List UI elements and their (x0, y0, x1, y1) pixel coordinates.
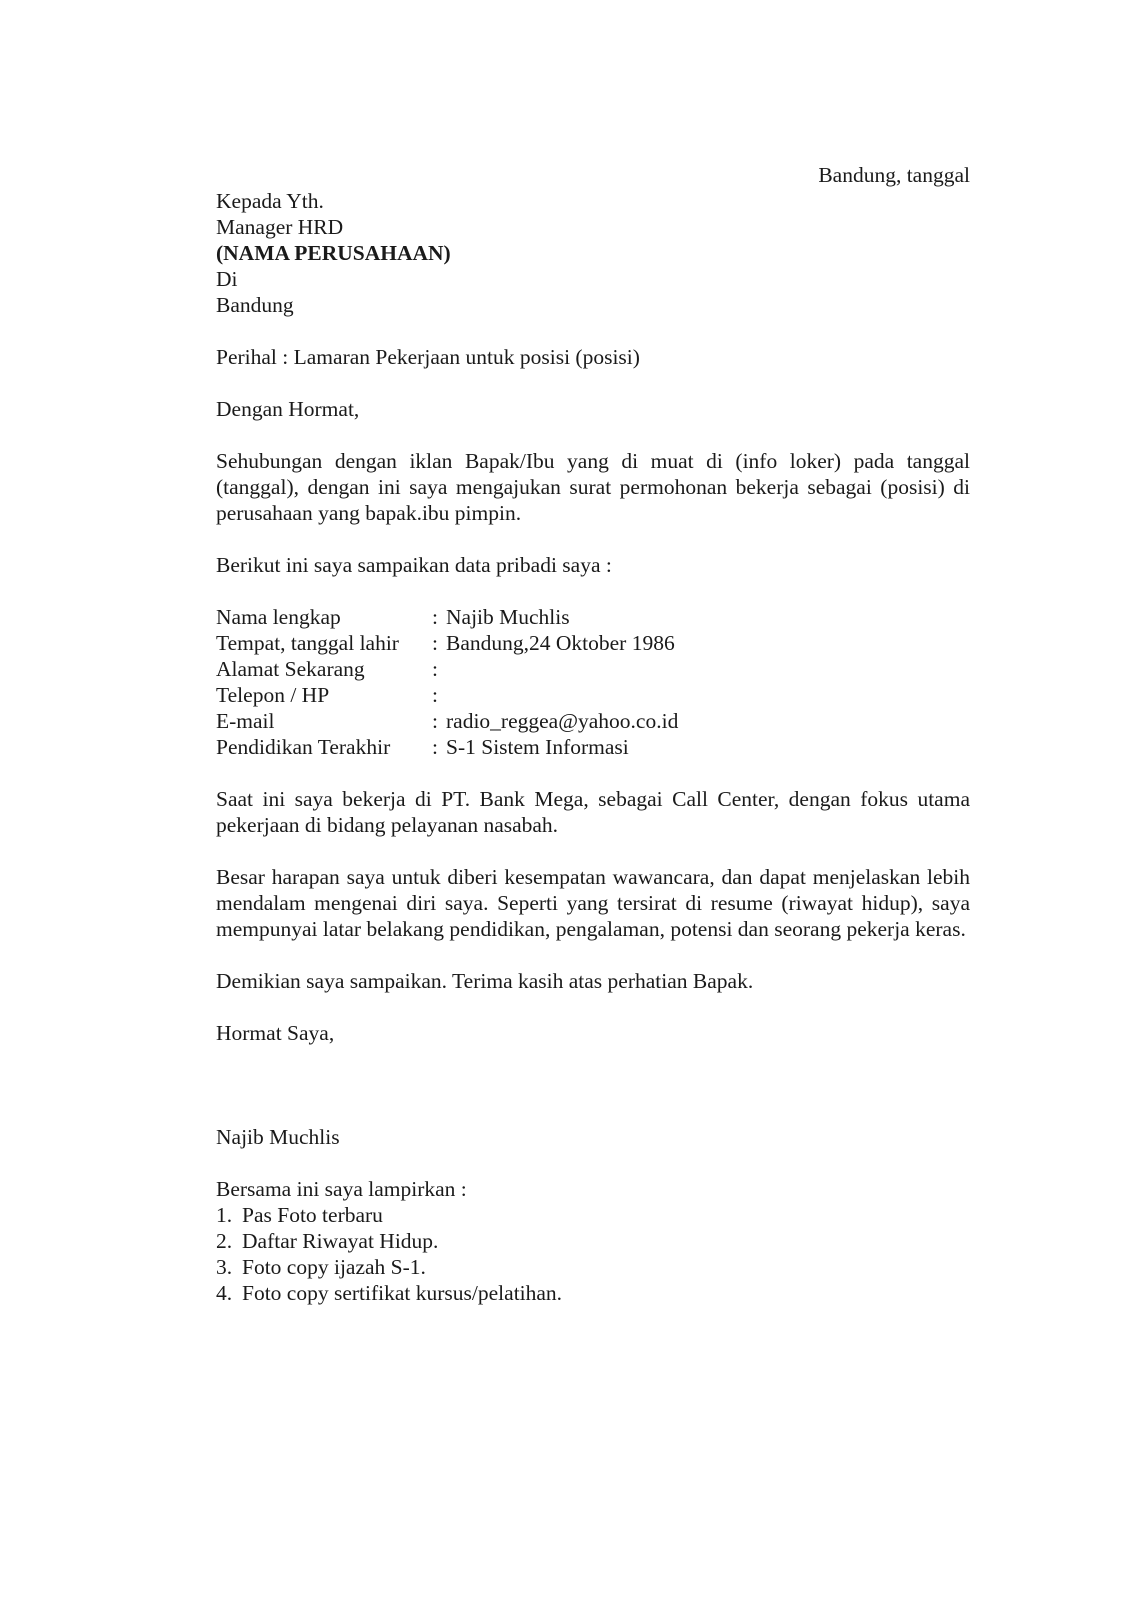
hope-paragraph: Besar harapan saya untuk diberi kesempatan wawancara, dan dapat menjelaskan lebih mendalam mengenai diri saya. Seperti yang tersirat di resume (riwayat hidup), saya mempunyai latar belakang pendidikan, pengalaman, potensi dan seorang pekerja keras. (216, 865, 970, 941)
data-label: Alamat Sekarang (216, 657, 365, 681)
subject-line: Perihal : Lamaran Pekerjaan untuk posisi (posisi) (216, 345, 640, 369)
data-separator: : (432, 683, 438, 707)
data-separator: : (432, 631, 438, 655)
data-label: Nama lengkap (216, 605, 341, 629)
list-number: 2. (216, 1229, 233, 1253)
attachments-intro: Bersama ini saya lampirkan : (216, 1177, 467, 1201)
data-row-email (216, 708, 678, 734)
list-item (216, 1228, 970, 1254)
signature-space (216, 1046, 970, 1124)
list-text: Pas Foto terbaru (242, 1203, 383, 1227)
data-intro: Berikut ini saya sampaikan data pribadi saya : (216, 553, 612, 577)
data-separator: : (432, 605, 438, 629)
data-row-address (216, 656, 678, 682)
intro-paragraph: Sehubungan dengan iklan Bapak/Ibu yang di muat di (info loker) pada tanggal (tanggal), dengan ini saya mengajukan surat permohonan bekerja sebagai (posisi) di perusahaan yang bapak.ibu pimpin. (216, 449, 970, 525)
data-label: E-mail (216, 709, 275, 733)
data-label: Pendidikan Terakhir (216, 735, 391, 759)
data-row-name (216, 604, 678, 630)
data-value: Najib Muchlis (446, 605, 570, 629)
signature-name: Najib Muchlis (216, 1125, 340, 1149)
data-value: radio_reggea@yahoo.co.id (446, 709, 679, 733)
data-separator: : (432, 657, 438, 681)
list-number: 4. (216, 1281, 233, 1305)
list-item (216, 1202, 970, 1228)
list-text: Foto copy sertifikat kursus/pelatihan. (242, 1281, 563, 1305)
closing-paragraph: Demikian saya sampaikan. Terima kasih atas perhatian Bapak. (216, 969, 754, 993)
data-row-phone (216, 682, 678, 708)
greeting: Dengan Hormat, (216, 397, 360, 421)
list-item (216, 1254, 970, 1280)
data-value (446, 682, 678, 708)
data-separator: : (432, 735, 438, 759)
recipient-city: Bandung (216, 293, 294, 317)
recipient-company: (NAMA PERUSAHAAN) (216, 241, 451, 265)
personal-data-table (216, 604, 678, 760)
list-text: Daftar Riwayat Hidup. (242, 1229, 439, 1253)
list-item (216, 1280, 970, 1306)
letter-body (216, 162, 970, 1306)
data-value: Bandung,24 Oktober 1986 (446, 631, 675, 655)
list-text: Foto copy ijazah S-1. (242, 1255, 426, 1279)
recipient-line-1: Kepada Yth. (216, 189, 324, 213)
data-value: S-1 Sistem Informasi (446, 735, 629, 759)
date-place: Bandung, tanggal (818, 163, 970, 187)
data-row-birth (216, 630, 678, 656)
list-number: 1. (216, 1203, 233, 1227)
data-label: Tempat, tanggal lahir (216, 631, 399, 655)
data-separator: : (432, 709, 438, 733)
data-row-education (216, 734, 678, 760)
attachments-list (216, 1202, 970, 1306)
list-number: 3. (216, 1255, 233, 1279)
data-label: Telepon / HP (216, 683, 330, 707)
signature-salutation: Hormat Saya, (216, 1021, 335, 1045)
data-value (446, 656, 678, 682)
recipient-line-4: Di (216, 267, 238, 291)
current-job-paragraph: Saat ini saya bekerja di PT. Bank Mega, sebagai Call Center, dengan fokus utama pekerjaan di bidang pelayanan nasabah. (216, 787, 970, 837)
recipient-line-2: Manager HRD (216, 215, 344, 239)
